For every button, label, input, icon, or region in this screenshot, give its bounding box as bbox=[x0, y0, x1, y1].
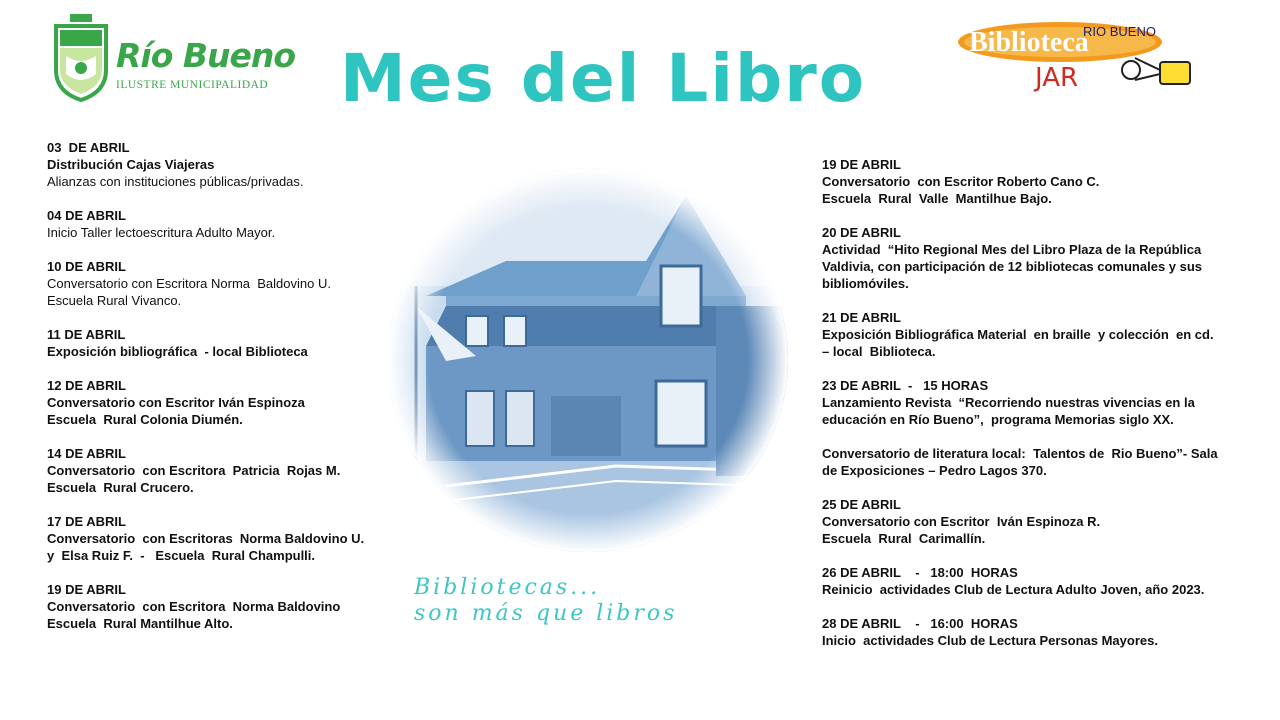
event-date: 21 DE ABRIL bbox=[822, 310, 901, 325]
event-item bbox=[822, 224, 1222, 292]
event-item bbox=[822, 615, 1222, 649]
event-description: Inicio Taller lectoescritura Adulto Mayor. bbox=[47, 225, 276, 240]
event-description: Conversatorio con Escritora Norma Baldovino U. bbox=[47, 276, 331, 291]
event-description: Reinicio actividades Club de Lectura Adulto Joven, año 2023. bbox=[822, 582, 1205, 597]
right-events-column bbox=[822, 156, 1222, 666]
tagline-line-2: son más que libros bbox=[414, 601, 678, 626]
event-item bbox=[47, 513, 397, 564]
library-building-photo bbox=[386, 166, 791, 554]
municipality-shield-icon bbox=[52, 12, 110, 102]
event-description: Conversatorio con Escritor Iván Espinoza R. bbox=[822, 514, 1101, 529]
event-description: Escuela Rural Crucero. bbox=[47, 480, 194, 495]
event-description: Conversatorio con Escritoras Norma Baldovino U. bbox=[47, 531, 365, 546]
event-date: 25 DE ABRIL bbox=[822, 497, 901, 512]
event-date: 03 DE ABRIL bbox=[47, 140, 130, 155]
event-description: Exposición Bibliográfica Material en braille y colección en cd. – local Biblioteca. bbox=[822, 327, 1218, 359]
library-logo-city: RIO BUENO bbox=[1083, 24, 1156, 39]
event-description: Lanzamiento Revista “Recorriendo nuestras vivencias en la educación en Río Bueno”, programa Memorias siglo XX. bbox=[822, 395, 1199, 427]
tagline bbox=[414, 575, 677, 627]
event-date: 28 DE ABRIL - 16:00 HORAS bbox=[822, 616, 1018, 631]
event-item bbox=[822, 445, 1222, 479]
municipality-name: Río Bueno bbox=[116, 36, 296, 75]
tagline-line-1: Bibliotecas... bbox=[414, 575, 601, 600]
event-description: Actividad “Hito Regional Mes del Libro Plaza de la República Valdivia, con participación de 12 bibliotecas comunales y sus bibliomóviles. bbox=[822, 242, 1206, 291]
event-description: Escuela Rural Valle Mantilhue Bajo. bbox=[822, 191, 1052, 206]
event-description: Escuela Rural Vivanco. bbox=[47, 293, 182, 308]
event-date: 11 DE ABRIL bbox=[47, 327, 126, 342]
event-description: Conversatorio con Escritor Roberto Cano C. bbox=[822, 174, 1100, 189]
event-description: y Elsa Ruiz F. - Escuela Rural Champulli. bbox=[47, 548, 316, 563]
library-logo bbox=[955, 18, 1205, 98]
event-description: Escuela Rural Colonia Diumén. bbox=[47, 412, 243, 427]
event-item bbox=[47, 581, 397, 632]
event-description: Conversatorio con Escritora Patricia Rojas M. bbox=[47, 463, 341, 478]
library-logo-jar: JAR bbox=[1035, 63, 1079, 93]
event-item bbox=[822, 496, 1222, 547]
event-item bbox=[47, 377, 397, 428]
event-description: Exposición bibliográfica - local Biblioteca bbox=[47, 344, 308, 359]
event-description: Distribución Cajas Viajeras bbox=[47, 157, 215, 172]
event-date: 14 DE ABRIL bbox=[47, 446, 126, 461]
event-date: 12 DE ABRIL bbox=[47, 378, 126, 393]
library-logo-graphic bbox=[955, 18, 1205, 98]
event-description: Inicio actividades Club de Lectura Personas Mayores. bbox=[822, 633, 1158, 648]
event-description: Escuela Rural Mantilhue Alto. bbox=[47, 616, 233, 631]
event-date: 26 DE ABRIL - 18:00 HORAS bbox=[822, 565, 1018, 580]
event-item bbox=[47, 207, 397, 241]
event-item bbox=[822, 156, 1222, 207]
event-item bbox=[47, 258, 397, 309]
event-date: 04 DE ABRIL bbox=[47, 208, 126, 223]
event-item bbox=[47, 445, 397, 496]
event-item bbox=[822, 377, 1222, 428]
event-description: Alianzas con instituciones públicas/privadas. bbox=[47, 174, 304, 189]
event-date: 19 DE ABRIL bbox=[47, 582, 126, 597]
event-description: Escuela Rural Carimallín. bbox=[822, 531, 986, 546]
event-date: 20 DE ABRIL bbox=[822, 225, 901, 240]
event-item bbox=[822, 309, 1222, 360]
event-date: 10 DE ABRIL bbox=[47, 259, 126, 274]
event-date: 17 DE ABRIL bbox=[47, 514, 126, 529]
event-item bbox=[47, 326, 397, 360]
music-note-icon bbox=[1160, 62, 1190, 84]
event-item bbox=[47, 139, 397, 190]
event-item bbox=[822, 564, 1222, 598]
event-description: Conversatorio con Escritora Norma Baldovino bbox=[47, 599, 341, 614]
event-date: 23 DE ABRIL - 15 HORAS bbox=[822, 378, 989, 393]
municipality-logo bbox=[52, 10, 296, 105]
left-events-column bbox=[47, 139, 397, 649]
event-description: Conversatorio con Escritor Iván Espinoza bbox=[47, 395, 305, 410]
event-date: 19 DE ABRIL bbox=[822, 157, 901, 172]
municipality-subtitle: ILUSTRE MUNICIPALIDAD bbox=[116, 79, 269, 91]
page-title: Mes del Libro bbox=[340, 40, 867, 117]
event-description: Conversatorio de literatura local: Talentos de Rio Bueno”- Sala de Exposiciones – Pedro Lagos 370. bbox=[822, 446, 1222, 478]
library-logo-word: Biblioteca bbox=[969, 27, 1089, 58]
